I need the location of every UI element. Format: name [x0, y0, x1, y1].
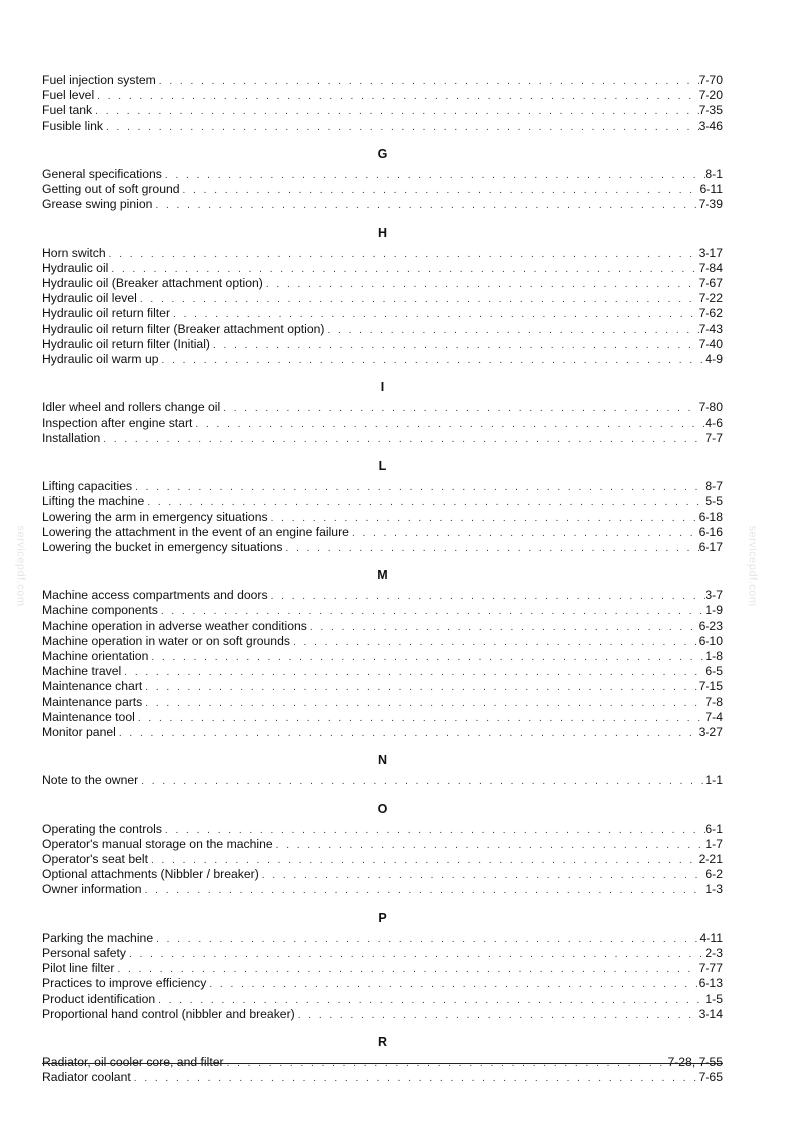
dot-leader	[126, 947, 705, 962]
entry-page-number: 7-8	[705, 694, 723, 709]
entry-page-number: 1-3	[705, 882, 723, 897]
entry-page-number: 7-40	[698, 336, 723, 351]
entry-title: Product identification	[42, 991, 156, 1006]
entry-title: Horn switch	[42, 245, 106, 260]
index-entry[interactable]	[42, 510, 723, 525]
entry-title: Grease swing pinion	[42, 197, 153, 212]
dot-leader	[158, 604, 706, 619]
watermark-right: servicepdf.com	[746, 525, 759, 607]
entry-page-number: 6-17	[698, 539, 723, 554]
entry-title: Lowering the arm in emergency situations	[42, 509, 268, 524]
index-entry[interactable]	[42, 431, 723, 446]
index-section	[42, 753, 723, 788]
index-entry[interactable]	[42, 882, 723, 897]
dot-leader	[108, 262, 698, 277]
entry-title: Inspection after engine start	[42, 415, 193, 430]
dot-leader	[131, 1071, 699, 1086]
dot-leader	[162, 823, 705, 838]
dot-leader	[116, 726, 699, 741]
index-entry[interactable]	[42, 588, 723, 603]
dot-leader	[142, 680, 698, 695]
entry-title: Operator's seat belt	[42, 852, 148, 867]
index-entry[interactable]	[42, 773, 723, 788]
section-letter-heading: H	[377, 225, 388, 240]
entry-page-number: 3-17	[698, 245, 723, 260]
entry-page-number: 7-28, 7-55	[667, 1055, 723, 1070]
index-entry[interactable]	[42, 182, 723, 197]
index-section	[42, 226, 723, 368]
entry-page-number: 7-20	[698, 88, 723, 103]
dot-leader	[137, 292, 699, 307]
dot-leader	[273, 838, 706, 853]
dot-leader	[210, 338, 699, 353]
entry-title: Hydraulic oil level	[42, 291, 137, 306]
index-entry[interactable]	[42, 167, 723, 182]
dot-leader	[114, 962, 698, 977]
entry-title: Operating the controls	[42, 821, 162, 836]
index-entry[interactable]	[42, 352, 723, 367]
entry-title: Fuel injection system	[42, 73, 156, 87]
entry-title: Practices to improve efficiency	[42, 976, 207, 991]
index-entry[interactable]	[42, 291, 723, 306]
index-entry[interactable]	[42, 73, 723, 88]
entry-page-number: 1-1	[705, 773, 723, 788]
entry-page-number: 6-10	[698, 633, 723, 648]
index-entry[interactable]	[42, 119, 723, 134]
entry-page-number: 1-7	[705, 836, 723, 851]
entry-page-number: 7-84	[698, 260, 723, 275]
dot-leader	[142, 883, 706, 898]
entry-title: Hydraulic oil return filter	[42, 306, 171, 321]
dot-leader	[162, 168, 705, 183]
section-letter-heading: M	[377, 568, 388, 583]
entry-title: Lowering the bucket in emergency situations	[42, 539, 283, 554]
index-entry[interactable]	[42, 725, 723, 740]
entry-page-number: 7-65	[698, 1070, 723, 1085]
entry-page-number: 7-4	[705, 709, 723, 724]
entry-page-number: 7-7	[705, 430, 723, 445]
dot-leader	[268, 511, 699, 526]
entry-page-number: 1-5	[705, 991, 723, 1006]
dot-leader	[92, 104, 698, 119]
dot-leader	[283, 541, 699, 556]
entry-page-number: 4-6	[705, 415, 723, 430]
entry-page-number: 7-77	[698, 961, 723, 976]
dot-leader	[259, 868, 706, 883]
entry-title: Maintenance tool	[42, 709, 135, 724]
dot-leader	[138, 774, 705, 789]
entry-page-number: 7-15	[698, 679, 723, 694]
section-letter-heading: L	[378, 458, 387, 473]
entry-title: Getting out of soft ground	[42, 182, 180, 197]
entry-page-number: 6-11	[699, 182, 723, 197]
index-entry[interactable]	[42, 649, 723, 664]
dot-leader	[148, 853, 699, 868]
entry-title: Note to the owner	[42, 773, 139, 788]
entry-title: Idler wheel and rollers change oil	[42, 400, 221, 415]
entry-title: Hydraulic oil return filter (Breaker attachment option)	[42, 321, 325, 336]
dot-leader	[220, 401, 698, 416]
entry-page-number: 6-13	[698, 976, 723, 991]
dot-leader	[324, 323, 698, 338]
entry-page-number: 8-1	[705, 166, 723, 181]
dot-leader	[180, 183, 700, 198]
dot-leader	[206, 977, 698, 992]
section-letter-heading: N	[377, 753, 388, 768]
dot-leader	[295, 1008, 699, 1023]
entry-page-number: 4-9	[705, 352, 723, 366]
entry-page-number: 8-7	[705, 479, 723, 494]
dot-leader	[263, 277, 699, 292]
index-entry[interactable]	[42, 603, 723, 618]
dot-leader	[290, 635, 699, 650]
section-letter-heading: O	[377, 801, 388, 816]
index-section	[42, 568, 723, 740]
dot-leader	[155, 993, 705, 1008]
entry-title: Hydraulic oil return filter (Initial)	[42, 336, 210, 351]
index-entry[interactable]	[42, 322, 723, 337]
index-entry[interactable]	[42, 634, 723, 649]
section-letter-heading: P	[378, 910, 387, 925]
entry-title: Pilot line filter	[42, 961, 115, 976]
entry-title: Lifting capacities	[42, 479, 133, 494]
entry-page-number: 6-1	[705, 821, 723, 836]
dot-leader	[135, 711, 706, 726]
entry-title: Machine operation in adverse weather conditions	[42, 618, 307, 633]
entry-title: Operator's manual storage on the machine	[42, 836, 273, 851]
index-entry[interactable]	[42, 679, 723, 694]
dot-leader	[159, 353, 706, 368]
entry-title: Fusible link	[42, 118, 103, 133]
entry-page-number: 3-7	[705, 588, 723, 603]
index-entry[interactable]	[42, 246, 723, 261]
index-entry[interactable]	[42, 867, 723, 882]
entry-page-number: 7-43	[698, 321, 723, 336]
index-entry[interactable]	[42, 479, 723, 494]
index-entry[interactable]	[42, 261, 723, 276]
entry-page-number: 2-21	[698, 852, 723, 867]
entry-title: Hydraulic oil warm up	[42, 352, 159, 366]
entry-title: Parking the machine	[42, 930, 154, 945]
dot-leader	[103, 120, 699, 135]
dot-leader	[268, 589, 706, 604]
dot-leader	[106, 247, 699, 262]
entry-title: Hydraulic oil (Breaker attachment option)	[42, 276, 263, 291]
entry-page-number: 3-46	[698, 118, 723, 133]
index-entry[interactable]	[42, 540, 723, 555]
section-letter-heading: I	[380, 380, 385, 395]
index-section	[42, 459, 723, 555]
index-entry[interactable]	[42, 695, 723, 710]
index-entry[interactable]	[42, 1070, 723, 1085]
dot-leader	[192, 417, 705, 432]
dot-leader	[94, 89, 698, 104]
entry-page-number: 6-2	[705, 867, 723, 882]
entry-page-number: 7-80	[698, 400, 723, 415]
footer-rule	[42, 1063, 723, 1064]
entry-title: Lowering the attachment in the event of an engine failure	[42, 524, 349, 539]
section-letter-heading: R	[377, 1034, 388, 1049]
entry-title: Radiator, oil cooler core, and filter	[42, 1055, 224, 1070]
index-entry[interactable]	[42, 961, 723, 976]
entry-title: Fuel level	[42, 88, 95, 103]
dot-leader	[100, 432, 705, 447]
entry-page-number: 1-9	[705, 603, 723, 618]
entry-page-number: 6-18	[698, 509, 723, 524]
entry-page-number: 6-5	[705, 664, 723, 679]
entry-title: Installation	[42, 430, 101, 445]
entry-page-number: 7-22	[698, 291, 723, 306]
index-section	[42, 911, 723, 1022]
entry-page-number: 7-39	[698, 197, 723, 212]
entry-page-number: 6-23	[698, 618, 723, 633]
entry-page-number: 7-70	[698, 73, 723, 87]
dot-leader	[349, 526, 699, 541]
dot-leader	[148, 650, 705, 665]
entry-title: Machine operation in water or on soft grounds	[42, 633, 290, 648]
dot-leader	[152, 198, 698, 213]
entry-page-number: 7-67	[698, 276, 723, 291]
entry-page-number: 1-8	[705, 649, 723, 663]
entry-title: Machine access compartments and doors	[42, 588, 268, 603]
index-entry[interactable]	[42, 525, 723, 540]
dot-leader	[142, 696, 705, 711]
entry-page-number: 4-11	[699, 930, 723, 945]
entry-page-number: 3-14	[698, 1006, 723, 1021]
index-page	[42, 73, 723, 1086]
section-letter-heading: G	[377, 146, 388, 161]
entry-title: Optional attachments (Nibbler / breaker)	[42, 867, 259, 882]
entry-title: Maintenance chart	[42, 679, 143, 694]
index-section	[42, 802, 723, 898]
entry-page-number: 5-5	[705, 494, 723, 509]
index-entry[interactable]	[42, 88, 723, 103]
index-section	[42, 1035, 723, 1086]
entry-page-number: 7-62	[698, 306, 723, 321]
entry-title: Lifting the machine	[42, 494, 145, 509]
index-section	[42, 73, 723, 134]
entry-title: Machine components	[42, 603, 158, 618]
dot-leader	[170, 307, 699, 322]
dot-leader	[153, 932, 699, 947]
dot-leader	[156, 74, 699, 89]
index-entry[interactable]	[42, 494, 723, 509]
dot-leader	[307, 620, 699, 635]
entry-title: Fuel tank	[42, 103, 93, 118]
index-entry[interactable]	[42, 197, 723, 212]
index-entry[interactable]	[42, 276, 723, 291]
index-entry[interactable]	[42, 337, 723, 352]
index-entry[interactable]	[42, 976, 723, 991]
index-entry[interactable]	[42, 103, 723, 118]
index-entry[interactable]	[42, 852, 723, 867]
index-entry[interactable]	[42, 837, 723, 852]
entry-title: Owner information	[42, 882, 142, 897]
index-entry[interactable]	[42, 664, 723, 679]
dot-leader	[132, 480, 705, 495]
index-entry[interactable]	[42, 619, 723, 634]
index-entry[interactable]	[42, 1007, 723, 1022]
entry-title: Maintenance parts	[42, 694, 143, 709]
entry-page-number: 7-35	[698, 103, 723, 118]
entry-title: Radiator coolant	[42, 1070, 131, 1085]
index-section	[42, 147, 723, 213]
index-entry[interactable]	[42, 416, 723, 431]
entry-title: Monitor panel	[42, 724, 116, 739]
entry-title: Proportional hand control (nibbler and breaker)	[42, 1006, 295, 1021]
dot-leader	[144, 495, 705, 510]
index-entry[interactable]	[42, 400, 723, 415]
dot-leader	[121, 665, 705, 680]
entry-title: Machine orientation	[42, 649, 149, 663]
entry-title: Machine travel	[42, 664, 122, 679]
index-entry[interactable]	[42, 710, 723, 725]
entry-title: General specifications	[42, 166, 162, 181]
index-entry[interactable]	[42, 822, 723, 837]
index-section	[42, 380, 723, 446]
entry-title: Personal safety	[42, 946, 127, 960]
entry-page-number: 2-3	[705, 946, 723, 960]
index-entry[interactable]	[42, 931, 723, 946]
entry-page-number: 6-16	[698, 524, 723, 539]
entry-title: Hydraulic oil	[42, 260, 109, 275]
index-entry[interactable]	[42, 946, 723, 961]
index-entry[interactable]	[42, 992, 723, 1007]
index-entry[interactable]	[42, 306, 723, 321]
entry-page-number: 3-27	[698, 724, 723, 739]
watermark-left: servicepdf.com	[14, 525, 27, 607]
